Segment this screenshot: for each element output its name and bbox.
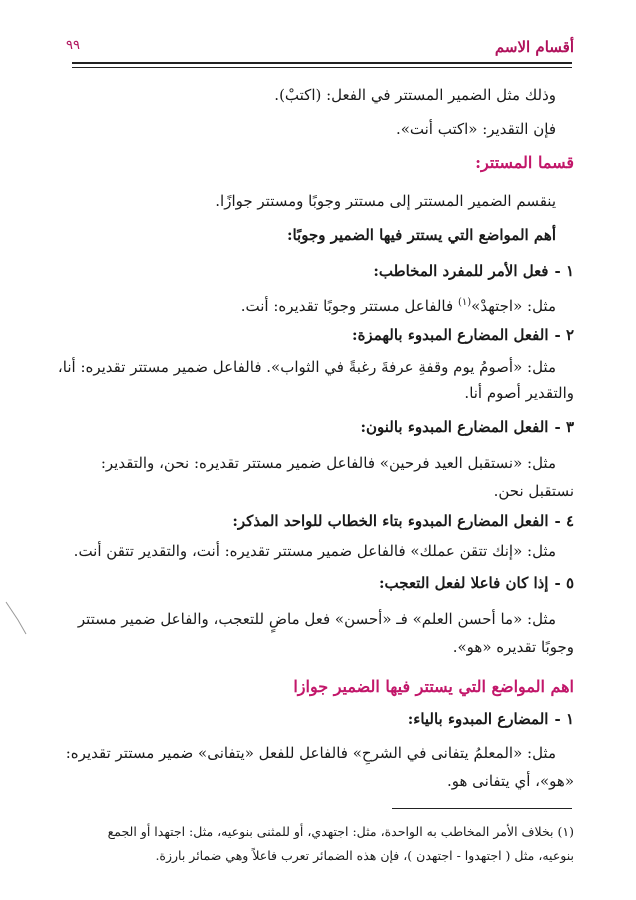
list-number: ٤ - xyxy=(554,512,574,530)
list-item-text: إذا كان فاعلا لفعل التعجب: xyxy=(379,574,549,592)
footnote-line: بنوعيه، مثل ( اجتهدوا - اجتهدن )، فإن هذه الضمائر تعرب فاعلاً وهي ضمائر بارزة. xyxy=(155,848,574,863)
footnote-line xyxy=(54,822,574,842)
list-number: ٣ - xyxy=(554,418,574,436)
footnote-text: بخلاف الأمر المخاطب به الواحدة، مثل: اجتهدي، أو للمثنى بنوعيه، مثل: اجتهدا أو الجمع xyxy=(107,824,554,839)
example-line: والتقدير أصوم أنا. xyxy=(464,384,574,402)
list-item-heading xyxy=(54,416,574,438)
list-number: ٥ - xyxy=(554,574,574,592)
example-line xyxy=(56,292,556,317)
margin-scratch-mark xyxy=(4,600,28,640)
example-line: وجوبًا تقديره «هو». xyxy=(452,638,574,656)
list-item-heading xyxy=(54,708,574,730)
footnote-rule xyxy=(392,808,572,809)
list-item-text: المضارع المبدوء بالياء: xyxy=(407,710,549,728)
list-item-text: الفعل المضارع المبدوء بالنون: xyxy=(360,418,549,436)
list-item-heading xyxy=(54,572,574,594)
list-item-text: الفعل المضارع المبدوء بالهمزة: xyxy=(352,326,549,344)
text-line: ينقسم الضمير المستتر إلى مستتر وجوبًا ومستتر جوازًا. xyxy=(215,192,556,210)
example-text: مثل: «اجتهدْ» xyxy=(471,297,556,315)
list-item-text: الفعل المضارع المبدوء بتاء الخطاب للواحد المذكر: xyxy=(232,512,549,530)
example-line: مثل: «إنك تتقن عملك» فالفاعل ضمير مستتر تقديره: أنت، والتقدير تتقن أنت. xyxy=(73,542,556,560)
example-line: «هو»، أي يتفانى هو. xyxy=(446,772,574,790)
example-line: مثل: «ما أحسن العلم» فـ «أحسن» فعل ماضٍ للتعجب، والفاعل ضمير مستتر xyxy=(77,610,556,628)
page-number: ٩٩ xyxy=(66,38,80,53)
example-line: مثل: «أصومُ يوم وقفةِ عرفةَ رغبةً في الثواب». فالفاعل ضمير مستتر تقديره: أنا، xyxy=(57,358,556,376)
example-line: مثل: «نستقبل العيد فرحين» فالفاعل ضمير مستتر تقديره: نحن، والتقدير: xyxy=(100,454,556,472)
list-number: ١ - xyxy=(554,262,574,280)
header-rule-thin xyxy=(72,67,572,68)
example-line: نستقبل نحن. xyxy=(493,482,574,500)
list-item-text: فعل الأمر للمفرد المخاطب: xyxy=(373,262,549,280)
list-number: ١ - xyxy=(554,710,574,728)
section-heading: اهم المواضع التي يستتر فيها الضمير جوازا xyxy=(293,677,574,696)
list-item-heading xyxy=(54,510,574,532)
list-item-heading xyxy=(54,260,574,282)
example-text: فالفاعل مستتر وجوبًا تقديره: أنت. xyxy=(240,297,454,315)
list-item-heading xyxy=(54,324,574,346)
running-header-title: أقسام الاسم xyxy=(494,38,574,56)
footnote-marker: (١) xyxy=(557,824,574,839)
example-line: مثل: «المعلمُ يتفانى في الشرحِ» فالفاعل للفعل «يتفانى» ضمير مستتر تقديره: xyxy=(65,744,556,762)
header-rule-thick xyxy=(72,62,572,64)
section-heading: قسما المستتر: xyxy=(475,153,574,172)
subheading: أهم المواضع التي يستتر فيها الضمير وجوبًا: xyxy=(286,226,556,244)
text-line: وذلك مثل الضمير المستتر في الفعل: (اكتبْ). xyxy=(274,86,556,104)
list-number: ٢ - xyxy=(554,326,574,344)
footnote-reference: (١) xyxy=(457,297,472,308)
text-line: فإن التقدير: «اكتب أنت». xyxy=(395,120,556,138)
